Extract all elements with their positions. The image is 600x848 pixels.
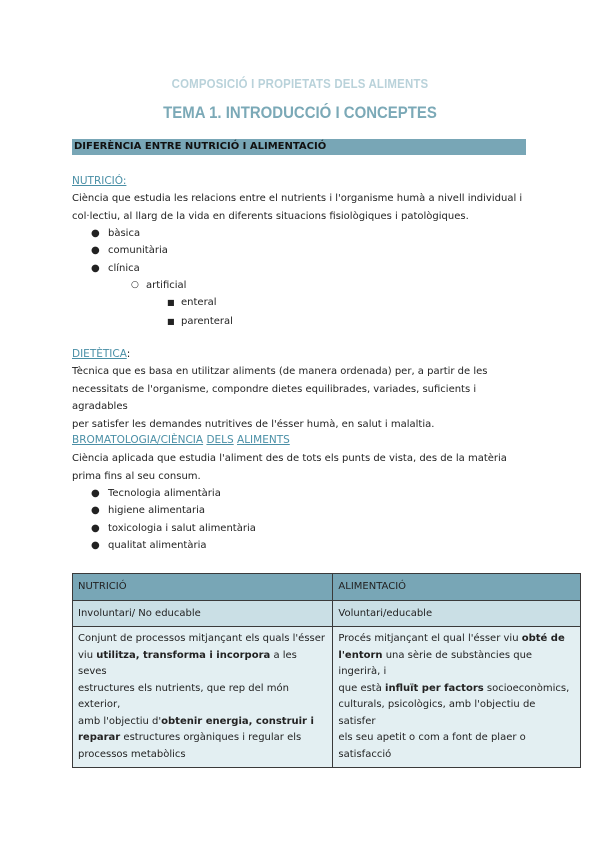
bromatologia-line-2: prima fins al seu consum. <box>72 470 201 482</box>
list-item: ● bàsica <box>108 225 168 242</box>
table-cell-alimentacio-definition <box>333 627 581 768</box>
dietetica-heading <box>72 348 130 360</box>
square-bullet-icon: ■ <box>167 316 175 326</box>
cell-line: reparar estructures orgàniques i regular els <box>78 732 302 743</box>
list-item: ○ artificial <box>146 277 186 294</box>
heading-part: ALIMENTS <box>237 434 290 446</box>
nutricio-line-2: col·lectiu, al llarg de la vida en diferents situacions fisiològiques i patològiques. <box>72 210 469 222</box>
heading-part: DELS <box>206 434 234 446</box>
nutricio-subsublist <box>167 294 233 331</box>
cell-line: viu utilitza, transforma i incorpora a les seves <box>78 649 297 677</box>
bullet-icon: ● <box>91 539 100 551</box>
table-header-alimentacio: ALIMENTACIÓ <box>333 574 581 601</box>
hollow-bullet-icon: ○ <box>131 280 139 290</box>
list-item: ● qualitat alimentària <box>108 537 256 554</box>
list-item: ● comunitària <box>108 242 168 259</box>
dietetica-line-3: per satisfer les demandes nutritives de l'ésser humà, en salut i malaltia. <box>72 418 435 430</box>
table-row <box>73 601 581 627</box>
document-supertitle: COMPOSICIÓ I PROPIETATS DELS ALIMENTS <box>171 76 429 91</box>
cell-line: que està influït per factors socioeconòmics, <box>338 682 570 694</box>
nutricio-list <box>91 225 168 277</box>
bullet-icon: ● <box>91 228 100 239</box>
cell-line: culturals, psicològics, amb l'objectiu de satisfer <box>338 699 536 727</box>
nutricio-sublist <box>131 277 187 294</box>
dietetica-line-1: Tècnica que es basa en utilitzar aliments (de manera ordenada) per, a partir de les <box>72 366 488 377</box>
table-cell: Voluntari/educable <box>333 601 581 627</box>
heading-colon: : <box>126 348 131 360</box>
bromatologia-paragraph <box>72 450 532 485</box>
bromatologia-line-1: Ciència aplicada que estudia l'aliment des de tots els punts de vista, des de la matèria <box>72 453 507 464</box>
bromatologia-list <box>91 485 256 554</box>
bullet-icon: ● <box>91 262 100 274</box>
comparison-table <box>72 573 581 768</box>
cell-line: estructures els nutrients, que rep del món exterior, <box>78 682 289 710</box>
list-item: ■ enteral <box>181 294 233 313</box>
square-bullet-icon: ■ <box>167 298 175 307</box>
cell-line: els seu apetit o com a font de plaer o <box>338 732 526 743</box>
nutricio-heading-text: NUTRICIÓ: <box>72 175 127 187</box>
nutricio-paragraph <box>72 190 532 225</box>
dietetica-heading-text: DIETÈTICA <box>72 348 127 360</box>
list-item: ● higiene alimentaria <box>108 502 256 519</box>
bullet-icon: ● <box>91 522 100 534</box>
table-row <box>73 627 581 768</box>
list-item: ● toxicologia i salut alimentària <box>108 520 256 537</box>
heading-part: BROMATOLOGIA/CIÈNCIA <box>72 434 204 446</box>
dietetica-paragraph <box>72 363 532 433</box>
table-cell: Involuntari/ No educable <box>73 601 333 627</box>
nutricio-heading <box>72 175 126 187</box>
cell-line: amb l'objectiu d'obtenir energia, construir i <box>78 715 314 727</box>
cell-line: l'entorn una sèrie de substàncies que ingerirà, i <box>338 649 533 677</box>
cell-line: satisfacció <box>338 748 392 760</box>
list-item: ● Tecnologia alimentària <box>108 485 256 502</box>
list-item: ■ parenteral <box>181 313 233 332</box>
cell-line: Conjunt de processos mitjançant els quals l'ésser <box>78 633 326 644</box>
section-heading-bar: DIFERÈNCIA ENTRE NUTRICIÓ I ALIMENTACIÓ <box>72 139 526 155</box>
bullet-icon: ● <box>91 505 100 517</box>
bullet-icon: ● <box>91 488 100 499</box>
bullet-icon: ● <box>91 245 100 257</box>
nutricio-line-1: Ciència que estudia les relacions entre el nutrients i l'organisme humà a nivell individual i <box>72 193 523 204</box>
cell-line: processos metabòlics <box>78 748 186 760</box>
list-item: ● clínica <box>108 260 168 277</box>
bromatologia-heading <box>72 434 290 446</box>
cell-line: Procés mitjançant el qual l'ésser viu obté de <box>338 633 565 644</box>
document-title: TEMA 1. INTRODUCCIÓ I CONCEPTES <box>163 103 437 122</box>
dietetica-line-2: necessitats de l'organisme, compondre dietes equilibrades, variades, suficients i agradables <box>72 383 477 412</box>
table-header-nutricio: NUTRICIÓ <box>73 574 333 601</box>
table-cell-nutricio-definition <box>73 627 333 768</box>
table-header-row <box>73 574 581 601</box>
